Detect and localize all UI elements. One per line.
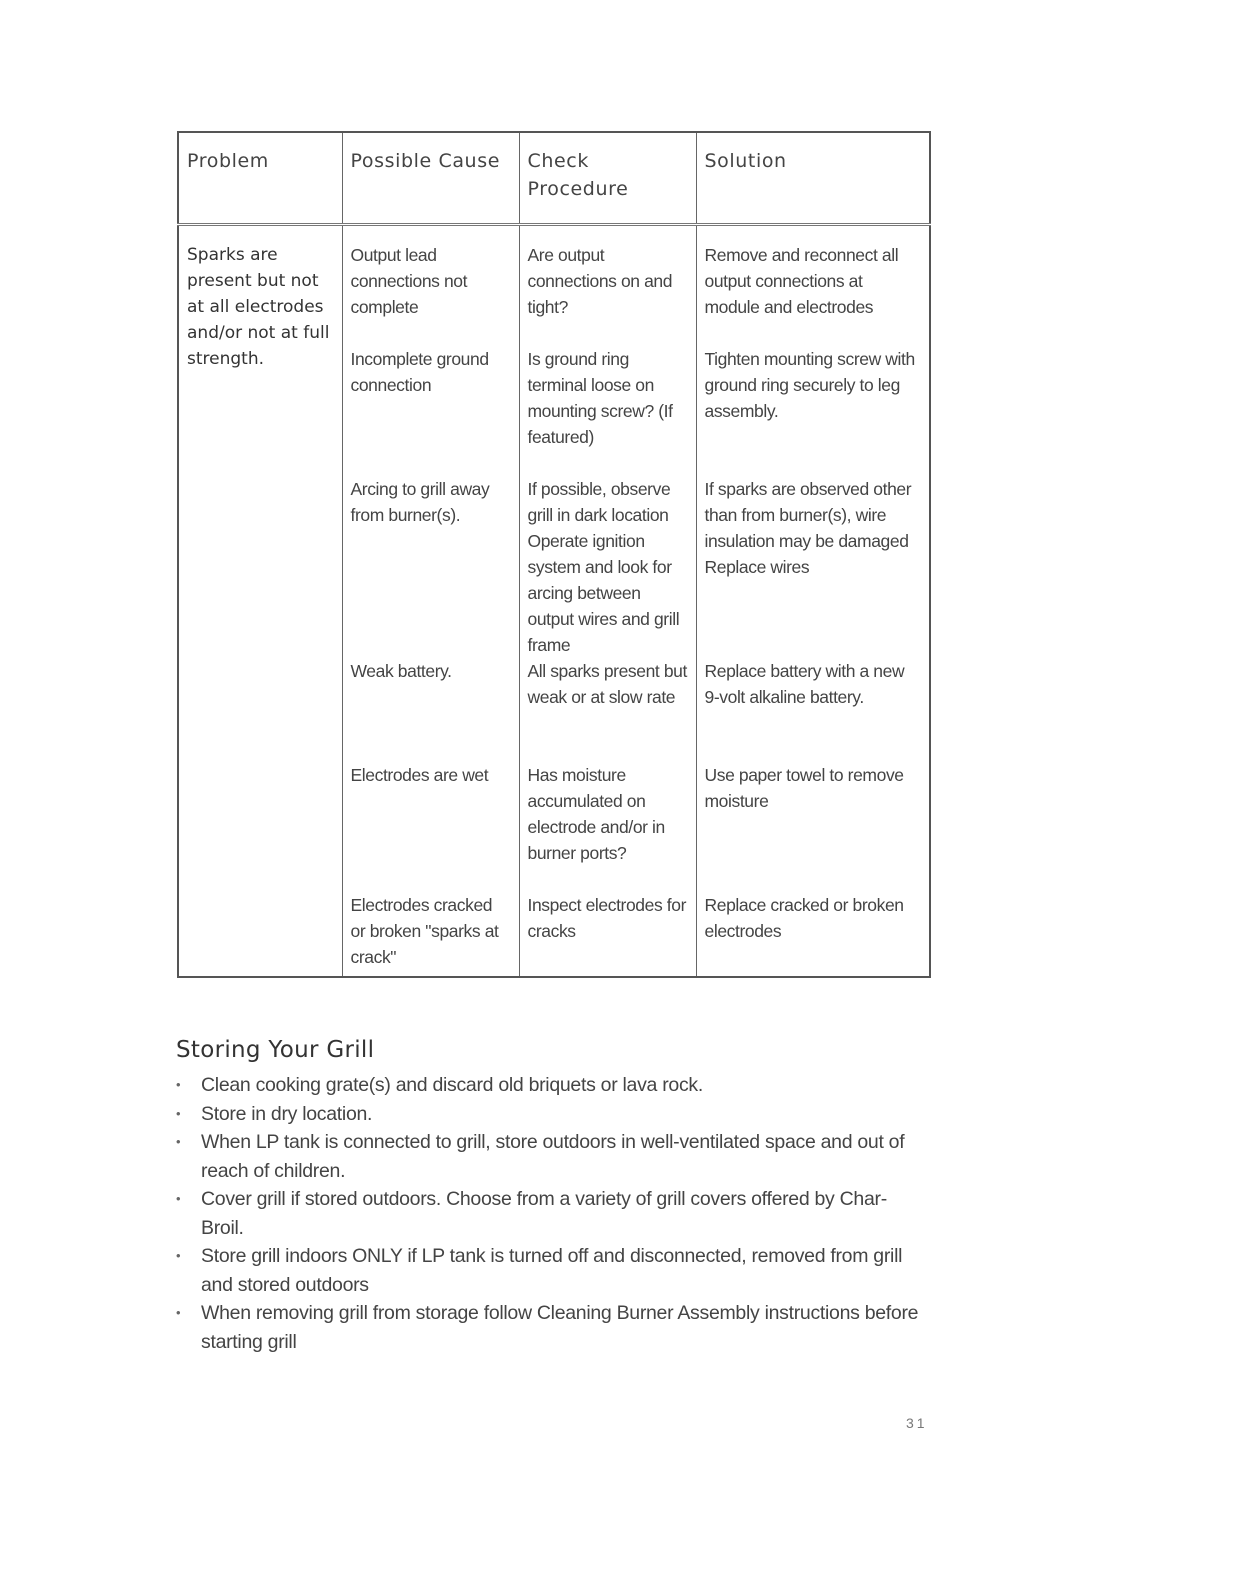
table-header-row	[178, 132, 930, 225]
cause-1: Output lead connections not complete	[350, 245, 468, 317]
check-4: All sparks present but weak or at slow rate	[527, 661, 687, 707]
solution-4: Replace battery with a new 9-volt alkaline battery.	[704, 661, 905, 707]
list-item: • Clean cooking grate(s) and discard old briquets or lava rock.	[176, 1071, 926, 1100]
check-3: If possible, observe grill in dark location Operate ignition system and look for arcing between output wires and grill frame	[527, 479, 680, 655]
list-item: • When removing grill from storage follow Cleaning Burner Assembly instructions before starting grill	[176, 1299, 926, 1356]
check-cell	[519, 225, 696, 978]
solution-1: Remove and reconnect all output connections at module and electrodes	[704, 245, 899, 317]
table-body-row	[178, 225, 930, 978]
check-2: Is ground ring terminal loose on mounting screw? (If featured)	[527, 349, 673, 447]
list-item: • Store grill indoors ONLY if LP tank is turned off and disconnected, removed from grill and stored outdoors	[176, 1242, 926, 1299]
check-6: Inspect electrodes for cracks	[527, 895, 687, 941]
solution-5: Use paper towel to remove moisture	[704, 765, 904, 811]
problem-text: Sparks are present but not at all electrodes and/or not at full strength.	[187, 245, 330, 369]
header-problem: Problem	[178, 132, 342, 225]
solution-2: Tighten mounting screw with ground ring securely to leg assembly.	[704, 349, 915, 421]
list-item: • Cover grill if stored outdoors. Choose from a variety of grill covers offered by Char-Broil.	[176, 1185, 926, 1242]
check-5: Has moisture accumulated on electrode and/or in burner ports?	[527, 765, 665, 863]
problem-cell	[178, 225, 342, 978]
header-possible-cause: Possible Cause	[342, 132, 519, 225]
cause-6: Electrodes cracked or broken "sparks at crack"	[350, 895, 499, 967]
solution-6: Replace cracked or broken electrodes	[704, 895, 904, 941]
header-check-procedure: Check Procedure	[519, 132, 696, 225]
troubleshooting-table	[177, 131, 931, 978]
list-item: • Store in dry location.	[176, 1100, 926, 1129]
cause-2: Incomplete ground connection	[350, 349, 489, 395]
solution-cell	[696, 225, 930, 978]
cause-cell	[342, 225, 519, 978]
storage-instructions-list	[176, 1071, 926, 1356]
check-1: Are output connections on and tight?	[527, 245, 673, 317]
cause-3: Arcing to grill away from burner(s).	[350, 479, 490, 525]
page-number: 31	[906, 1415, 928, 1431]
header-solution: Solution	[696, 132, 930, 225]
solution-3: If sparks are observed other than from burner(s), wire insulation may be damaged Replace wires	[704, 479, 912, 577]
list-item: • When LP tank is connected to grill, store outdoors in well-ventilated space and out of reach of children.	[176, 1128, 926, 1185]
cause-5: Electrodes are wet	[350, 765, 489, 785]
section-title: Storing Your Grill	[176, 1037, 375, 1063]
cause-4: Weak battery.	[350, 661, 452, 681]
